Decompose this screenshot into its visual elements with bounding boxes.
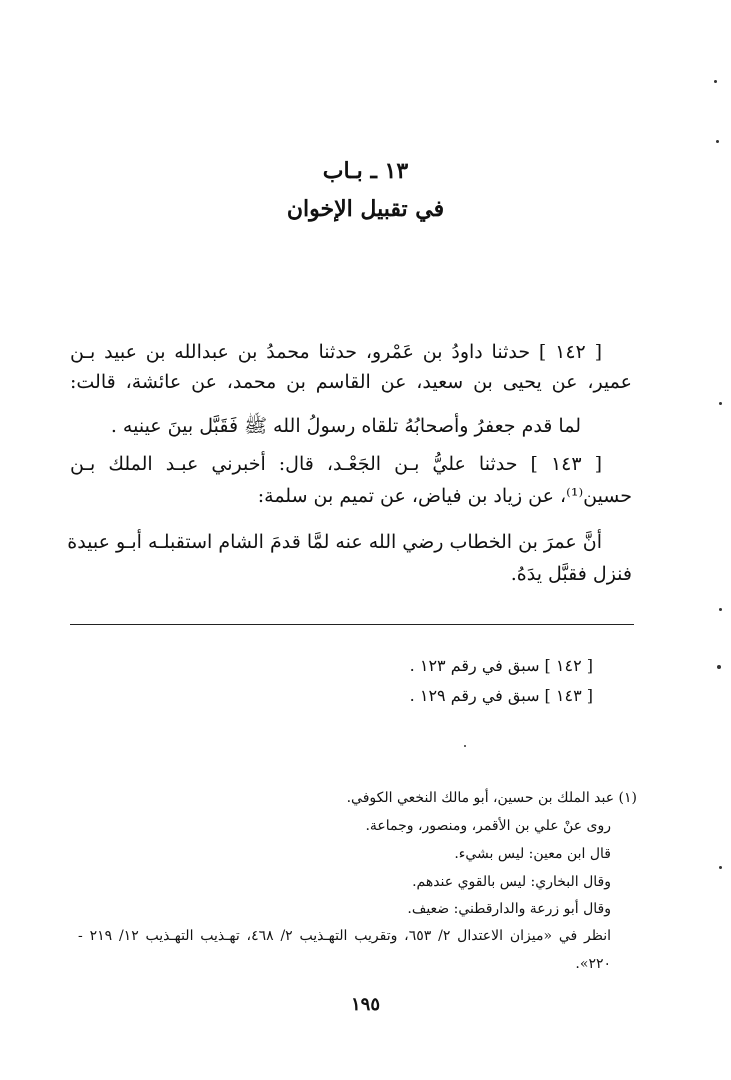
footnote-line: (١) عبد الملك بن حسين، أبو مالك النخعي الكوفي. bbox=[346, 790, 637, 806]
footnote-line: ٢٢٠». bbox=[575, 956, 611, 972]
scan-speck bbox=[719, 402, 722, 405]
body-line: لما قدم جعفرُ وأصحابُهُ تلقاه رسولُ الله ﷺ فَقَبَّل بينَ عينيه . bbox=[110, 415, 581, 437]
footnote-line: وقال البخاري: ليس بالقوي عندهم. bbox=[412, 874, 611, 890]
body-line: حسين⁽¹⁾، عن زياد بن فياض، عن تميم بن سلمة: bbox=[257, 485, 632, 507]
scan-speck bbox=[719, 866, 722, 869]
scan-speck bbox=[714, 80, 717, 83]
page-number: ١٩٥ bbox=[350, 994, 380, 1015]
scan-speck bbox=[719, 608, 722, 611]
chapter-title: في تقبيل الإخوان bbox=[286, 196, 445, 222]
scan-speck bbox=[717, 665, 721, 669]
separator-line bbox=[70, 624, 634, 625]
body-line: [ ١٤٢ ] حدثنا داودُ بن عَمْرو، حدثنا محمدُ بن عبدالله بن عبيد بـن bbox=[70, 341, 602, 363]
cross-ref: [ ١٤٢ ] سبق في رقم ١٢٣ . bbox=[409, 656, 593, 675]
scan-speck bbox=[716, 140, 719, 143]
chapter-number: ١٣ ـ بـاب bbox=[322, 158, 409, 184]
body-line: فنزل فقبَّل يدَهُ. bbox=[510, 563, 632, 585]
body-line: [ ١٤٣ ] حدثنا عليُّ بـن الجَعْـد، قال: أخبرني عبـد الملك بـن bbox=[70, 453, 603, 475]
footnote-line: روى عنْ علي بن الأقمر، ومنصور، وجماعة. bbox=[365, 818, 611, 834]
body-line: أنَّ عمرَ بن الخطاب رضي الله عنه لمَّا قدمَ الشام استقبلـه أبـو عبيدة bbox=[67, 531, 602, 553]
footnote-line: وقال أبو زرعة والدارقطني: ضعيف. bbox=[407, 901, 611, 917]
cross-ref: [ ١٤٣ ] سبق في رقم ١٢٩ . bbox=[409, 686, 593, 705]
footnote-line: قال ابن معين: ليس بشيء. bbox=[454, 846, 611, 862]
body-line: عمير، عن يحيى بن سعيد، عن القاسم بن محمد، عن عائشة، قالت: bbox=[70, 371, 632, 393]
scan-speck bbox=[464, 745, 466, 747]
footnote-line: انظر في «ميزان الاعتدال ٢/ ٦٥٣، وتقريب التهـذيب ٢/ ٤٦٨، تهـذيب التهـذيب ١٢/ ٢١٩ - bbox=[78, 928, 612, 944]
